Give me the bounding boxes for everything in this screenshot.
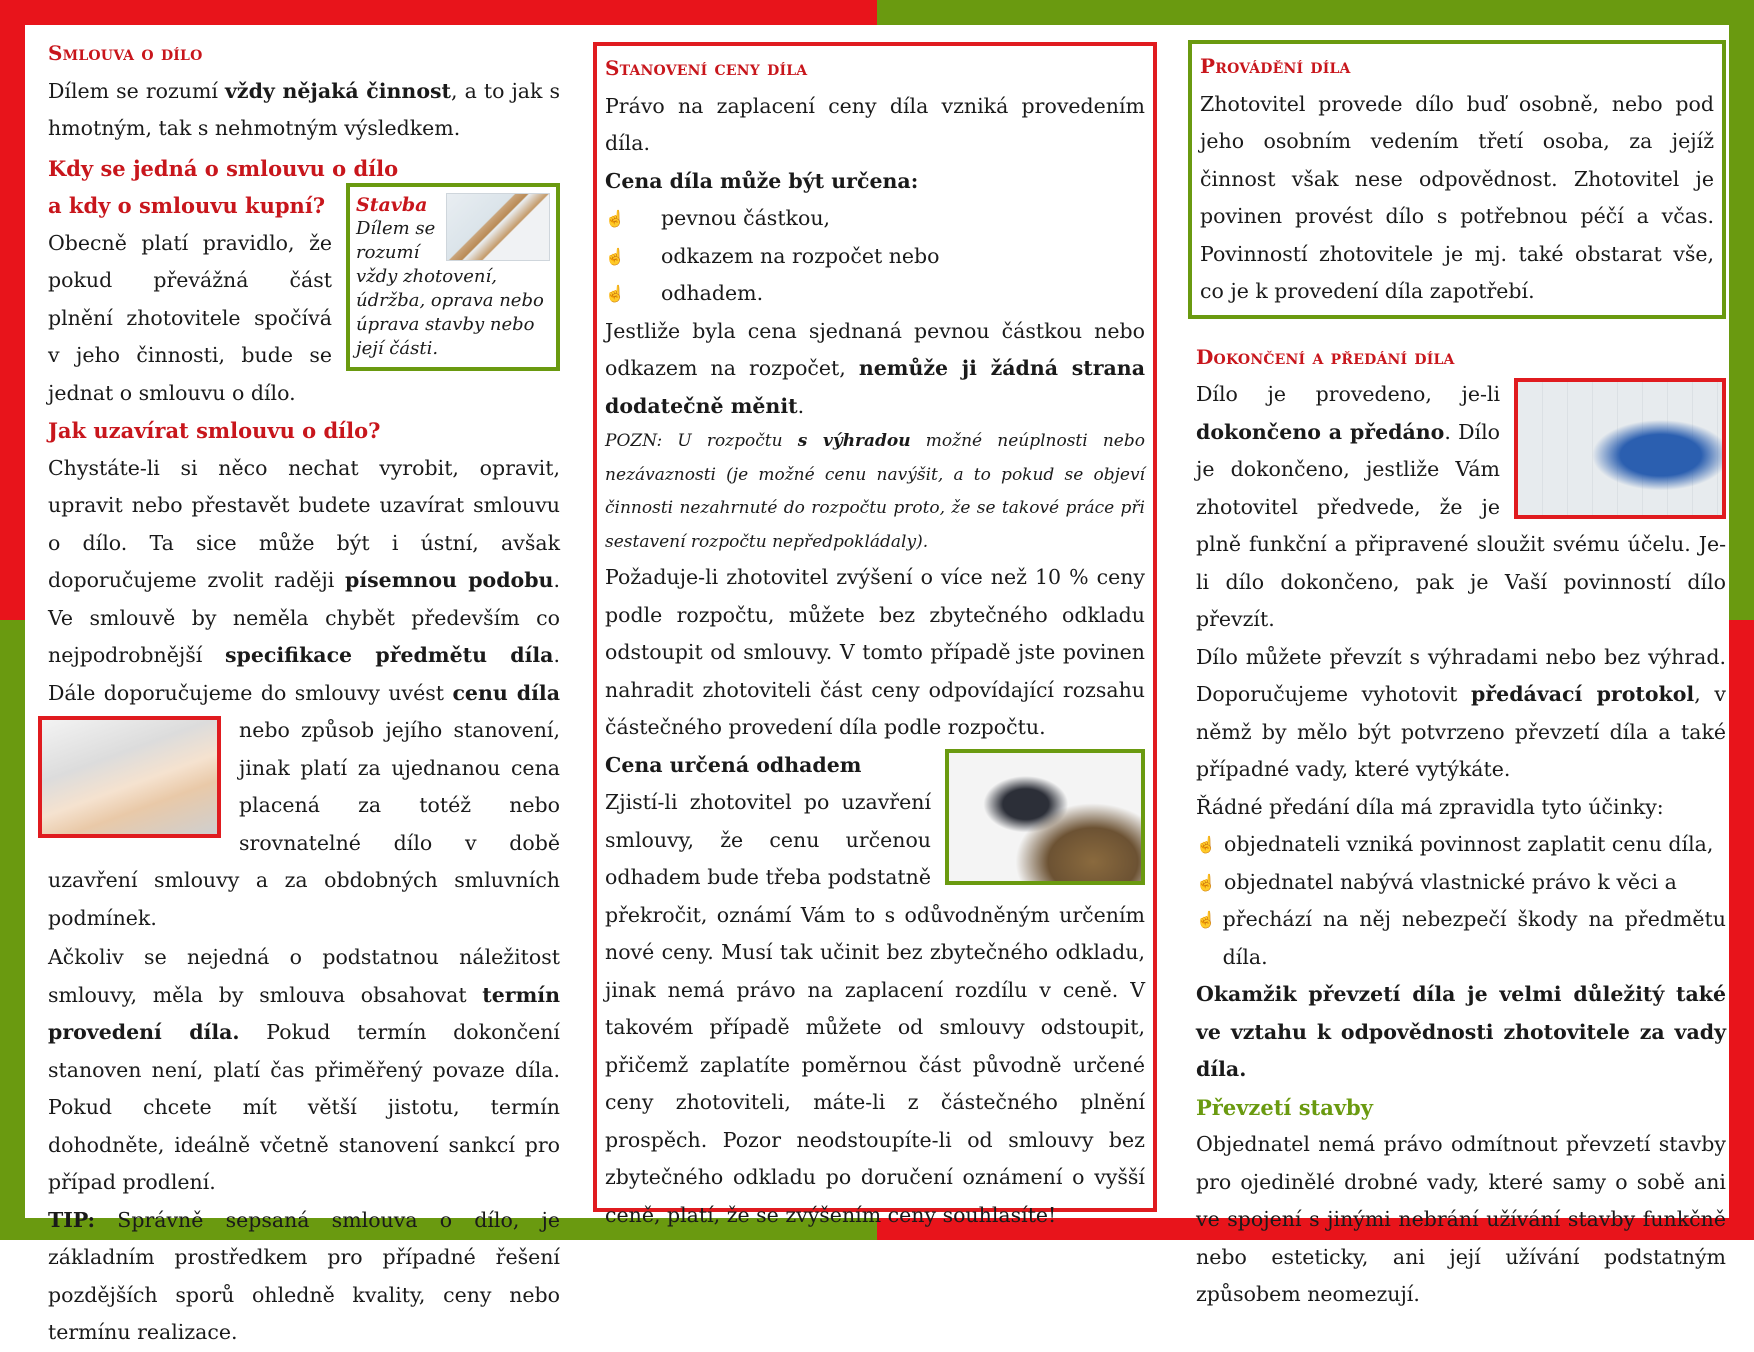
paragraph-ucinky: Řádné předání díla má zpravidla tyto účinky: [1196,794,1664,819]
bold-text: předávací protokol [1471,682,1695,706]
paragraph-pevna-castka [605,313,1145,426]
heading-kdy-smlouva-o-dilo: Kdy se jedná o smlouvu o dílo [48,155,399,181]
paragraph-provadeni-dila: Zhotovitel provede dílo buď osobně, nebo pod jeho osobním vedením třetí osoba, za jejíž činnost však nese odpovědnost. Zhotovitel je povinen provést dílo s potřebnou péčí a včas. Povinností zhotovitele je mj. také obstarat vše, co je k provedení díla zapotřebí. [1200,91,1714,303]
paragraph-cena-odhadem: Zjistí-li zhotovitel po uzavření smlouvy, že cenu určenou odhadem bude třeba podstatně překročit, oznámí Vám to s odůvodněným určením nové ceny. Musí tak učinit bez zbytečného odkladu, jinak nemá právo na zaplacení rozdílu v ceně. V takovém případě můžete od smlouvy odstoupit, přičemž zaplatíte poměrnou část původně určené ceny zhotoviteli, máte-li z částečného plnění prospěch. Pozor neodstoupíte-li od smlouvy bez zbytečného odkladu po doručení oznámení o vyšší ceně, platí, že se zvýšením ceny souhlasíte! [605,790,1145,1227]
stavba-box-text: Dílem se rozumí vždy zhotovení, údržba, oprava nebo úprava stavby nebo její části. [356,218,544,359]
heading-smlouva-o-dilo: Smlouva o dílo [48,41,203,65]
hand-pointing-icon: ☝ [605,209,625,228]
list-item-text: odkazem na rozpočet nebo [661,243,940,268]
bold-text: Cena určená odhadem [605,752,862,777]
frame-top-right-green [877,0,1754,25]
list-item [605,200,1145,238]
text: . Dále doporučujeme do smlouvy uvést [48,643,560,705]
paragraph-prevzeti-stavby: Objednatel nemá právo odmítnout převzetí stavby pro ojedinělé drobné vady, které samy o sobě ani ve spojení s jinými nebrání užívání stavby funkčně nebo esteticky, ani její užívání podstatným způsobem neomezují. [1196,1132,1726,1306]
frame-left-top-red [0,0,25,620]
signing-contract-image [38,716,221,838]
bold-text: specifikace předmětu díla [224,643,554,667]
text: . Ve smlouvě by neměla chybět především co nejpodrobnější [48,568,560,667]
bold-text: písemnou podobu [345,568,554,592]
paragraph-predavaci-protokol [1196,639,1726,789]
hand-pointing-icon: ☝ [1196,910,1216,929]
text: Jestliže byla cena sjednaná pevnou částkou nebo odkazem na rozpočet, [605,318,1145,380]
bold-text: cenu díla [452,680,560,705]
heading-provadeni-dila: Provádění díla [1200,54,1351,78]
heading-dokonceni-predani: Dokončení a předání díla [1196,344,1455,369]
frame-left-bottom-green [0,620,25,1240]
roof-construction-image [446,193,550,261]
text: Dílo můžete převzít s výhradami nebo bez výhrad. Doporučujeme vyhotovit [1196,644,1726,706]
plumber-figure-image [1514,378,1726,519]
provadeni-dila-box [1188,40,1726,319]
paragraph-pravo-na-zaplaceni: Právo na zaplacení ceny díla vzniká provedením díla. [605,93,1145,155]
list-item-text: přechází na něj nebezpečí škody na předmětu díla. [1222,907,1726,969]
paragraph-jak-uzavirat [48,450,560,938]
list-item [605,238,1145,276]
column-provadeni-dila [1188,40,1726,1314]
column-stanoveni-ceny [593,42,1157,1227]
paragraph-termin-provedeni [48,939,560,1202]
hand-pointing-icon: ☝ [1196,872,1216,892]
list-item-text: odhadem. [661,281,764,305]
bold-text: nemůže ji žádná strana dodatečně měnit [605,356,1145,418]
heading-kdy-smlouva-kupni: a kdy o smlouvu kupní? [48,193,326,218]
paragraph-zvyseni-ceny: Požaduje-li zhotovitel zvýšení o více než 10 % ceny podle rozpočtu, můžete bez zbytečného odkladu odstoupit od smlouvy. V tomto případě jste povinen nahradit zhotoviteli část ceny odpovídající rozsahu částečného provedení díla podle rozpočtu. [605,565,1145,739]
paragraph-definice-dila [48,73,560,148]
paragraph-obecne-pravidlo: Obecně platí pravidlo, že pokud převážná část plnění zhotovitele spočívá v jeho činnosti, bude se jednat o smlouvu o dílo. [48,230,332,405]
list-item [1196,864,1726,902]
text: , a to jak s hmotným, tak s nehmotným výsledkem. [48,78,560,140]
list-item-text: pevnou částkou, [661,206,831,230]
list-item-text: objednateli vzniká povinnost zaplatit cenu díla, [1224,832,1714,856]
frame-right-bottom-red [1729,620,1754,1240]
text: Chystáte-li si něco nechat vyrobit, opravit, upravit nebo přestavět budete uzavírat smlouvu o dílo. Ta sice může být i ústní, avšak doporučujeme zvolit raději [48,455,560,592]
text: . Dílo je dokončeno, jestliže Vám zhotovitel předvede, že je plně funkční a připravené sloužit svému účelu. Je-li dílo dokončeno, pak je Vaší povinností dílo převzít. [1196,419,1726,631]
paragraph-cena-urcena [605,163,1145,201]
text: možné neúplnosti nebo nezávaznosti (je možné cenu navýšit, a to pokud se objeví činnosti nezahrnuté do rozpočtu proto, že se takové práce při sestavení rozpočtu nepředpokládaly). [605,431,1145,552]
hand-pointing-icon: ☝ [605,284,625,303]
hand-pointing-icon: ☝ [605,246,625,266]
text: Dílo je provedeno, je-li [1196,382,1500,406]
note-rozpocet [605,425,1145,559]
heading-jak-uzavirat: Jak uzavírat smlouvu o dílo? [48,418,381,443]
paragraph-tip [48,1202,560,1352]
text: POZN: U rozpočtu [605,431,798,451]
text: . [797,393,805,418]
effects-list [1196,826,1726,976]
text: , v němž by mělo být potvrzeno převzetí díla a také případné vady, které vytýkáte. [1196,682,1727,781]
price-method-list [605,200,1145,313]
text: Ačkoliv se nejedná o podstatnou náležitost smlouvy, měla by smlouva obsahovat [48,945,560,1007]
list-item [1196,826,1726,864]
column-smlouva-o-dilo [48,35,560,1352]
tip-label: TIP: [48,1207,96,1232]
frame-top-left-red [0,0,877,25]
list-item-text: objednatel nabývá vlastnické právo k věci a [1224,869,1677,894]
bold-text: Cena díla může být určena: [605,168,919,193]
bold-text: Okamžik převzetí díla je velmi důležitý také ve vztahu k odpovědnosti zhotovitele za vady díla. [1196,982,1726,1081]
heading-stanoveni-ceny: Stanovení ceny díla [605,56,808,80]
hand-pointing-icon: ☝ [1196,835,1216,854]
frame-right-top-green [1729,0,1754,620]
bold-text: vždy nějaká činnost [225,78,452,103]
text: Správně sepsaná smlouva o dílo, je základním prostředkem pro případné řešení pozdějších sporů ohledně kvality, ceny nebo termínu realizace. [48,1207,560,1344]
bold-text: s výhradou [797,431,911,451]
stavba-info-box [346,183,560,371]
paragraph-okamzik-prevzeti [1196,976,1726,1089]
man-shoveling-coins-image [945,749,1145,885]
heading-prevzeti-stavby: Převzetí stavby [1196,1094,1373,1120]
list-item [1196,901,1726,976]
bold-text: dokončeno a předáno [1196,419,1445,444]
stavba-box-title: Stavba [356,194,428,216]
bold-text: termín provedení díla. [48,982,560,1044]
text: nebo způsob jejího stanovení, jinak platí za ujednanou cena placená za totéž nebo srovnatelné dílo v době uzavření smlouvy a za obdobných smluvních podmínek. [48,718,560,930]
text: Pokud termín dokončení stanoven není, platí čas přiměřený povaze díla. Pokud chcete mít větší jistotu, termín dohodněte, ideálně včetně stanovení sankcí pro případ prodlení. [48,1020,560,1194]
text: Dílem se rozumí [48,78,226,103]
list-item [605,275,1145,313]
